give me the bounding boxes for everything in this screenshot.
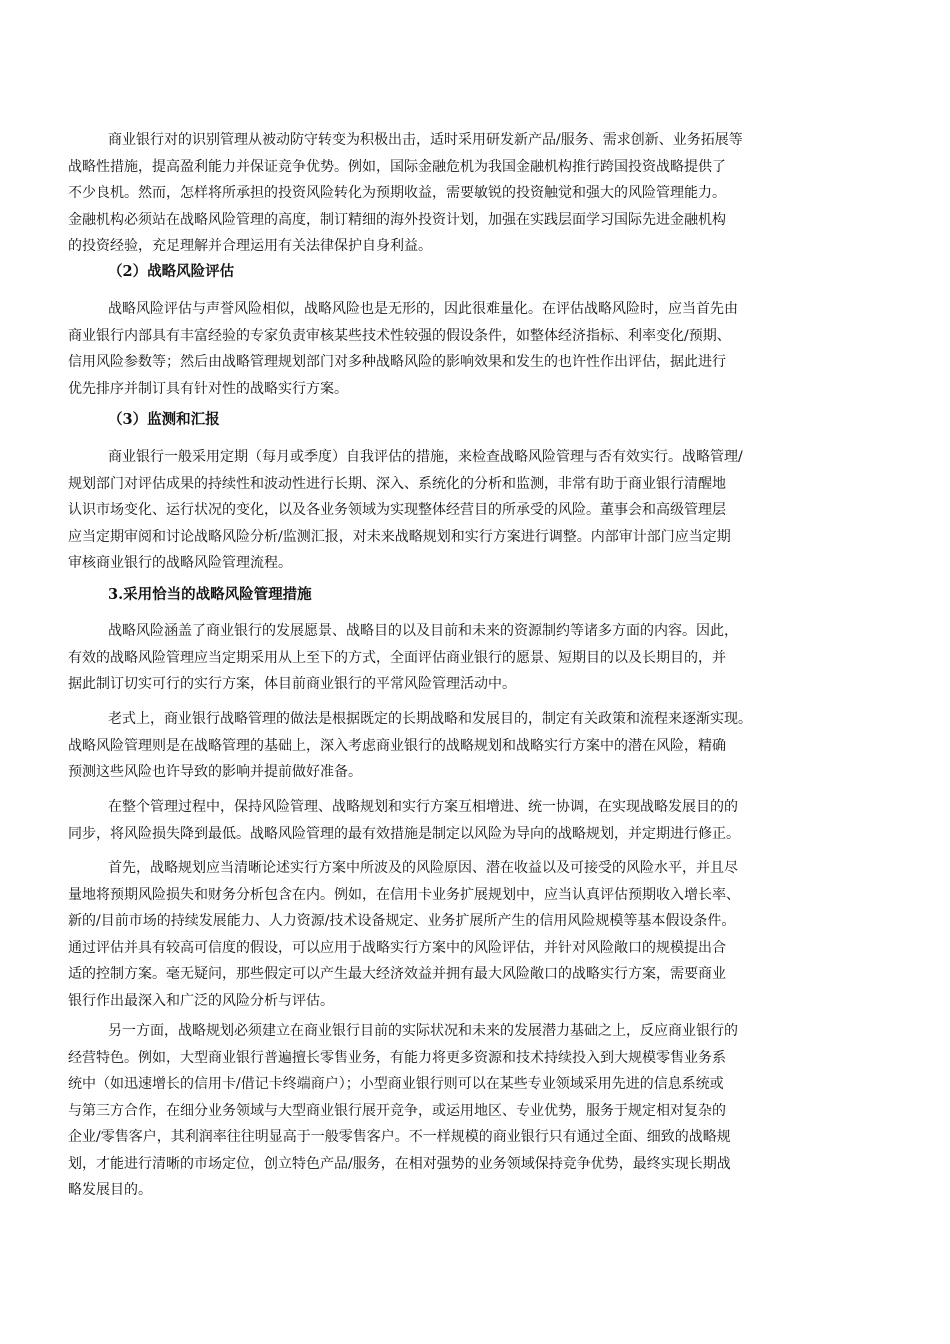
text-line: 应当定期审阅和讨论战略风险分析/监测汇报，对未来战略规划和实行方案进行调整。内部审计部门应当定期 xyxy=(68,528,731,545)
text-line: 规划部门对评估成果的持续性和波动性进行长期、深入、系统化的分析和监测，非常有助于商业银行清醒地 xyxy=(68,475,726,492)
text-line: 认识市场变化、运行状况的变化，以及各业务领域为实现整体经营目的所承受的风险。董事会和高级管理层 xyxy=(68,502,726,518)
text-line: 战略风险涵盖了商业银行的发展愿景、战略目的以及目前和未来的资源制约等诸多方面的内容。因此， xyxy=(108,623,738,639)
text-line: 同步，将风险损失降到最低。战略风险管理的最有效措施是制定以风险为导向的战略规划，并定期进行修正。 xyxy=(68,825,740,842)
text-line: 不少良机。然而，怎样将所承担的投资风险转化为预期收益，需要敏锐的投资触觉和强大的风险管理能力。 xyxy=(68,185,726,201)
text-line: 战略风险管理则是在战略管理的基础上，深入考虑商业银行的战略规划和战略实行方案中的潜在风险，精确 xyxy=(68,737,726,754)
text-line: 适的控制方案。毫无疑问，那些假定可以产生最大经济效益并拥有最大风险敞口的战略实行方案，需要商业 xyxy=(68,966,726,982)
section-heading-measures: 3.采用恰当的战略风险管理措施 xyxy=(108,586,312,603)
text-line: 信用风险参数等；然后由战略管理规划部门对多种战略风险的影响效果和发生的也许性作出评估，据此进行 xyxy=(68,354,726,370)
text-line: 战略风险评估与声誉风险相似，战略风险也是无形的，因此很难量化。在评估战略风险时，应当首先由 xyxy=(108,301,738,317)
text-line: 战略性措施，提高盈利能力并保证竞争优势。例如，国际金融危机为我国金融机构推行跨国投资战略提供了 xyxy=(68,158,726,175)
text-line: 量地将预期风险损失和财务分析包含在内。例如，在信用卡业务扩展规划中，应当认真评估预期收入增长率、 xyxy=(68,886,740,903)
text-line: 略发展目的。 xyxy=(68,1182,152,1198)
text-line: 新的/目前市场的持续发展能力、人力资源/技术设备规定、业务扩展所产生的信用风险规模等基本假设条件。 xyxy=(68,913,736,929)
text-line: 经营特色。例如，大型商业银行普遍擅长零售业务，有能力将更多资源和技术持续投入到大规模零售业务系 xyxy=(68,1049,726,1066)
paragraph-identification xyxy=(68,127,880,260)
text-line: 在整个管理过程中，保持风险管理、战略规划和实行方案互相增进、统一协调，在实现战略发展目的的 xyxy=(108,799,738,815)
text-line: 企业/零售客户，其利润率往往明显高于一般零售客户。不一样规模的商业银行只有通过全面、细致的战略规 xyxy=(68,1129,731,1145)
text-line: 预测这些风险也许导致的影响并提前做好准备。 xyxy=(68,764,362,780)
paragraph-process xyxy=(68,794,880,847)
text-line: 优先排序并制订具有针对性的战略实行方案。 xyxy=(68,380,348,397)
section-heading-evaluation: （2）战略风险评估 xyxy=(108,263,235,280)
text-line: 据此制订切实可行的实行方案，体目前商业银行的平常风险管理活动中。 xyxy=(68,676,516,692)
text-line: 有效的战略风险管理应当定期采用从上至下的方式，全面评估商业银行的愿景、短期目的以及长期目的，并 xyxy=(68,649,726,666)
paragraph-first xyxy=(68,855,880,1014)
paragraph-monitoring xyxy=(68,444,880,577)
text-line: 通过评估并具有较高可信度的假设，可以应用于战略实行方案中的风险评估，并针对风险敞口的规模提出合 xyxy=(68,939,726,956)
text-line: 统中（如迅速增长的信用卡/借记卡终端商户）；小型商业银行则可以在某些专业领域采用先进的信息系统或 xyxy=(68,1076,724,1092)
section-heading-monitoring: （3）监测和汇报 xyxy=(108,411,220,428)
text-line: 划，才能进行清晰的市场定位，创立特色产品/服务，在相对强势的业务领域保持竞争优势，最终实现长期战 xyxy=(68,1155,731,1172)
text-line: 审核商业银行的战略风险管理流程。 xyxy=(68,555,292,571)
paragraph-evaluation xyxy=(68,296,880,402)
paragraph-other-hand xyxy=(68,1018,880,1204)
text-line: 与第三方合作，在细分业务领域与大型商业银行展开竞争，或运用地区、专业优势，服务于规定相对复杂的 xyxy=(68,1102,726,1119)
paragraph-traditional xyxy=(68,706,880,786)
text-line: 金融机构必须站在战略风险管理的高度，制订精细的海外投资计划，加强在实践层面学习国际先进金融机构 xyxy=(68,211,726,228)
text-line: 首先，战略规划应当清晰论述实行方案中所波及的风险原因、潜在收益以及可接受的风险水平，并且尽 xyxy=(108,860,738,876)
text-line: 银行作出最深入和广泛的风险分析与评估。 xyxy=(68,992,334,1009)
text-line: 商业银行内部具有丰富经验的专家负责审核某些技术性较强的假设条件，如整体经济指标、利率变化/预期、 xyxy=(68,327,731,344)
text-line: 商业银行一般采用定期（每月或季度）自我评估的措施，来检查战略风险管理与否有效实行。战略管理/ xyxy=(108,449,743,465)
text-line: 商业银行对的识别管理从被动防守转变为积极出击，适时采用研发新产品/服务、需求创新、业务拓展等 xyxy=(108,132,743,148)
text-line: 另一方面，战略规划必须建立在商业银行目前的实际状况和未来的发展潜力基础之上，反应商业银行的 xyxy=(108,1023,738,1039)
text-line: 的投资经验，充足理解并合理运用有关法律保护自身利益。 xyxy=(68,238,432,254)
paragraph-scope xyxy=(68,618,880,698)
text-line: 老式上，商业银行战略管理的做法是根据既定的长期战略和发展目的，制定有关政策和流程来逐渐实现。 xyxy=(108,711,752,727)
